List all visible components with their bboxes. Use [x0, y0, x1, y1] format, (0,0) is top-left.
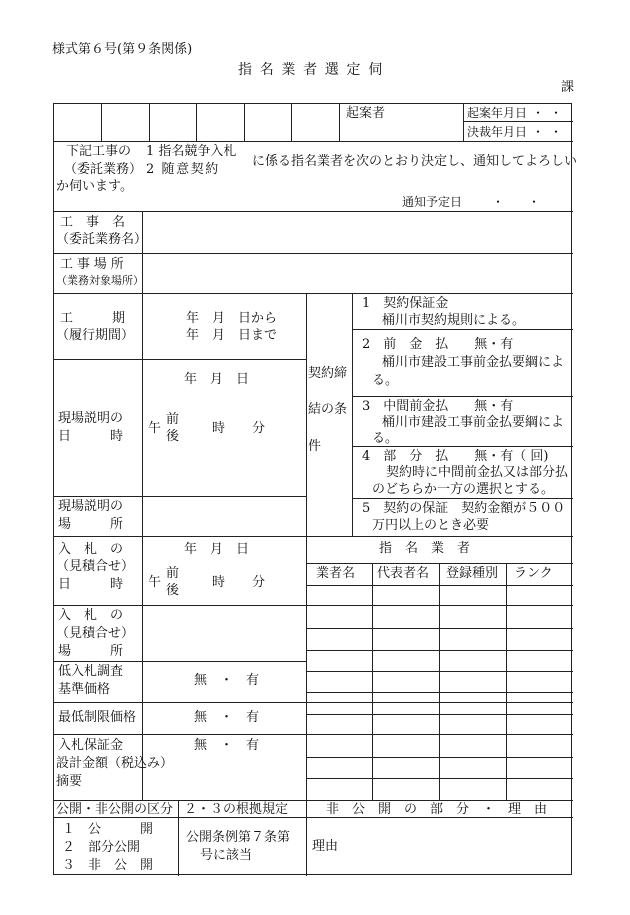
site-exp-date-sublabel: 日 時	[58, 429, 124, 444]
dept-label: 課	[561, 80, 575, 95]
conditions-label-1: 契約締	[308, 366, 348, 381]
condition-2-body-2: る。	[372, 373, 399, 388]
vendor-col-rank: ランク	[514, 566, 553, 581]
site-exp-hour: 時	[212, 421, 226, 436]
condition-2-title: 2 前 金 払 無・有	[362, 337, 514, 352]
intro-option-1: 1 指名競争入札	[146, 144, 237, 159]
disclosure-article-1: 公開条例第７条第	[186, 830, 291, 845]
site-exp-pm: 後	[166, 429, 180, 444]
intro-option-2: 2 随意契約	[146, 162, 220, 177]
bid-deposit-choice: 無 ・ 有	[194, 738, 260, 753]
period-from: 年 月 日から	[186, 311, 278, 326]
bid-hour: 時	[212, 575, 226, 590]
site-exp-date-label: 現場説明の	[58, 411, 124, 426]
site-exp-place-sublabel: 場 所	[58, 517, 124, 532]
condition-1-body: 桶川市契約規則による。	[382, 313, 526, 328]
bid-am: 前	[166, 566, 180, 581]
bid-date-sublabel-2: 日 時	[58, 577, 124, 592]
disclosure-article-2: 号に該当	[200, 848, 253, 863]
low-bid-label: 低入札調査	[58, 664, 124, 679]
disclosure-option-1: １ 公 開	[62, 822, 154, 837]
notice-date-value: ・ ・	[492, 195, 541, 209]
bid-pm: 後	[166, 583, 180, 598]
bid-date-label: 入 札 の	[58, 542, 124, 557]
draft-date-label: 起案年月日	[467, 106, 528, 120]
disclosure-nonpublic: 非 公 開 の 部 分 ・ 理 由	[326, 802, 548, 817]
work-place-label: 工事場所	[60, 257, 128, 272]
vendor-col-type: 登録種別	[446, 566, 499, 581]
intro-sentence: に係る指名業者を次のとおり決定し、通知してよろしい	[252, 154, 578, 169]
drafter-label: 起案者	[346, 106, 386, 121]
low-bid-sublabel: 基準価格	[58, 682, 111, 697]
vendor-col-name: 業者名	[316, 566, 356, 581]
bid-ampm-prefix: 午	[148, 575, 162, 590]
condition-3-title: 3 中間前金払 無・有	[362, 399, 514, 414]
conditions-label-3: 件	[308, 439, 322, 454]
disclosure-reason: 理由	[312, 839, 339, 854]
condition-3-body-2: る。	[372, 431, 399, 446]
bid-place-sublabel: （見積合せ）	[56, 626, 135, 641]
draft-date-value: ・・	[532, 106, 569, 120]
site-exp-ampm-prefix: 午	[148, 421, 162, 436]
condition-4-title: 4 部 分 払 無・有（ 回)	[362, 449, 549, 464]
site-exp-am: 前	[166, 412, 180, 427]
conditions-label-2: 結の条	[308, 402, 348, 417]
intro-prefix-1: 下記工事の	[66, 144, 132, 159]
disclosure-option-2: ２ 部分公開	[62, 840, 141, 855]
site-exp-minute: 分	[252, 421, 266, 436]
bid-ymd: 年 月 日	[184, 542, 250, 557]
disclosure-basis: ２・３の根拠規定	[184, 802, 289, 817]
min-limit-label: 最低制限価格	[58, 710, 137, 725]
period-to: 年 月 日まで	[186, 328, 278, 343]
condition-5-body: 万円以上のとき必要	[372, 518, 490, 533]
period-label: 工 期	[60, 311, 126, 326]
design-amount-label: 設計金額（税込み）	[56, 756, 174, 771]
decision-date-label: 決裁年月日	[467, 125, 528, 139]
intro-prefix-2: （委託業務）	[64, 162, 143, 177]
decision-date-value: ・・	[532, 125, 569, 139]
condition-5-title: 5 契約の保証 契約金額が５００	[362, 501, 566, 516]
notice-date-label: 通知予定日	[402, 195, 463, 209]
work-place-sublabel: （業務対象場所）	[56, 274, 144, 287]
intro-line-3: か伺います。	[56, 179, 133, 194]
work-name-label: 工 事 名	[60, 215, 126, 230]
site-exp-ymd: 年 月 日	[184, 372, 250, 387]
condition-1-title: 1 契約保証金	[362, 296, 449, 311]
bid-date-sublabel: （見積合せ）	[56, 559, 135, 574]
period-sublabel: （履行期間）	[56, 328, 135, 343]
summary-label: 摘要	[56, 774, 83, 789]
form-number: 様式第６号(第９条関係)	[52, 42, 193, 57]
site-exp-place-label: 現場説明の	[58, 499, 124, 514]
disclosure-option-3: ３ 非 公 開	[62, 858, 154, 873]
vendors-title: 指 名 業 者	[379, 541, 471, 556]
vendor-col-rep: 代表者名	[377, 566, 430, 581]
bid-deposit-label: 入札保証金	[58, 738, 124, 753]
condition-4-body-1: 契約時に中間前金払又は部分払	[386, 465, 569, 480]
bid-place-label: 入 札 の	[58, 608, 124, 623]
disclosure-label: 公開・非公開の区分	[56, 802, 174, 817]
condition-3-body-1: 桶川市建設工事前金払要綱によ	[382, 415, 565, 430]
bid-place-sublabel-2: 場 所	[58, 644, 124, 659]
low-bid-choice: 無 ・ 有	[194, 673, 260, 688]
bid-minute: 分	[252, 575, 266, 590]
selection-form	[53, 103, 578, 875]
condition-2-body-1: 桶川市建設工事前金払要綱によ	[382, 355, 565, 370]
condition-4-body-2: のどちらか一方の選択とする。	[372, 482, 555, 497]
min-limit-choice: 無 ・ 有	[194, 710, 260, 725]
work-name-sublabel: （委託業務名）	[56, 232, 148, 247]
page-title: 指名業者選定伺	[238, 62, 390, 78]
